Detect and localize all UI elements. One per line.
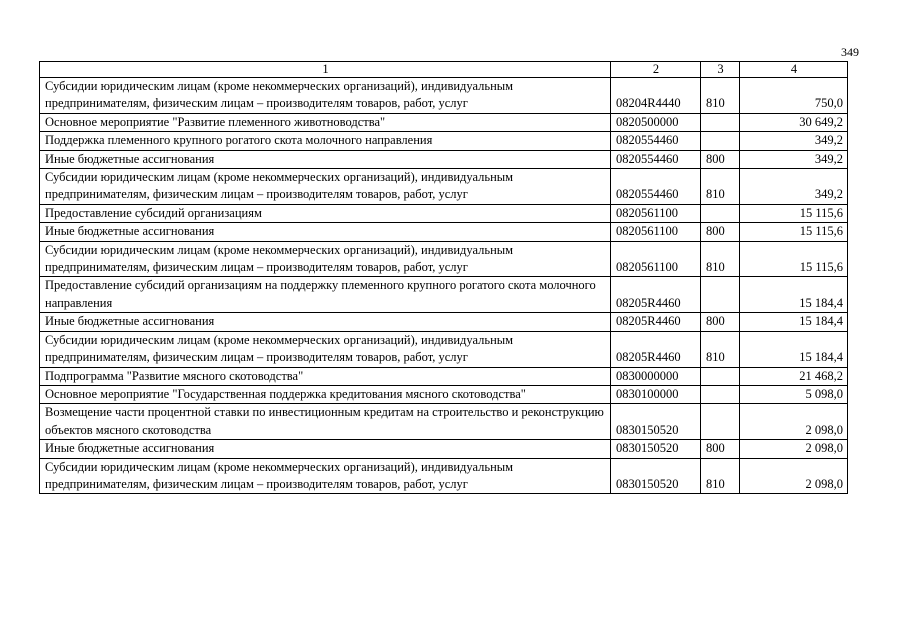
row-type-cell [701, 367, 740, 385]
row-sum-cell: 15 115,6 [740, 241, 848, 277]
row-type-cell [701, 404, 740, 440]
row-sum-cell: 15 115,6 [740, 204, 848, 222]
table-row [40, 367, 848, 385]
row-code-cell: 0830000000 [611, 367, 701, 385]
row-type-cell: 800 [701, 440, 740, 458]
row-code-cell: 0830150520 [611, 458, 701, 494]
row-type-cell: 800 [701, 150, 740, 168]
row-type-cell [701, 277, 740, 313]
row-name-cell: Возмещение части процентной ставки по инвестиционным кредитам на строительство и реконструкцию объектов мясного скотоводства [40, 404, 611, 440]
table-row [40, 277, 848, 313]
row-type-cell: 810 [701, 331, 740, 367]
table-row [40, 313, 848, 331]
header-row [40, 62, 848, 78]
row-type-cell [701, 204, 740, 222]
row-type-cell: 810 [701, 458, 740, 494]
row-code-cell: 08204R4440 [611, 78, 701, 114]
table-row [40, 132, 848, 150]
row-code-cell: 0820561100 [611, 204, 701, 222]
row-code-cell: 0830100000 [611, 385, 701, 403]
row-name-cell: Основное мероприятие "Государственная поддержка кредитования мясного скотоводства" [40, 385, 611, 403]
row-code-cell: 0820561100 [611, 241, 701, 277]
row-type-cell: 810 [701, 241, 740, 277]
row-code-cell: 0820554460 [611, 169, 701, 205]
row-name-cell: Предоставление субсидий организациям на поддержку племенного крупного рогатого скота молочного направления [40, 277, 611, 313]
row-code-cell: 0820554460 [611, 150, 701, 168]
row-code-cell: 08205R4460 [611, 313, 701, 331]
row-sum-cell: 349,2 [740, 132, 848, 150]
header-col-1: 1 [40, 62, 611, 78]
row-sum-cell: 2 098,0 [740, 458, 848, 494]
table-row [40, 204, 848, 222]
row-code-cell: 0830150520 [611, 440, 701, 458]
row-name-cell: Иные бюджетные ассигнования [40, 313, 611, 331]
table-body [40, 78, 848, 494]
row-code-cell: 08205R4460 [611, 331, 701, 367]
row-name-cell: Субсидии юридическим лицам (кроме некоммерческих организаций), индивидуальным предпринимателям, физическим лицам – производителям товаров, работ, услуг [40, 78, 611, 114]
row-name-cell: Поддержка племенного крупного рогатого скота молочного направления [40, 132, 611, 150]
table-row [40, 78, 848, 114]
row-name-cell: Основное мероприятие "Развитие племенного животноводства" [40, 113, 611, 131]
row-code-cell: 0830150520 [611, 404, 701, 440]
row-code-cell: 08205R4460 [611, 277, 701, 313]
budget-table [39, 61, 848, 494]
row-type-cell: 800 [701, 223, 740, 241]
row-sum-cell: 21 468,2 [740, 367, 848, 385]
row-code-cell: 0820561100 [611, 223, 701, 241]
table-row [40, 385, 848, 403]
row-sum-cell: 750,0 [740, 78, 848, 114]
table-row [40, 150, 848, 168]
row-sum-cell: 2 098,0 [740, 404, 848, 440]
header-col-3: 3 [701, 62, 740, 78]
row-type-cell [701, 385, 740, 403]
row-sum-cell: 15 184,4 [740, 313, 848, 331]
row-name-cell: Субсидии юридическим лицам (кроме некоммерческих организаций), индивидуальным предпринимателям, физическим лицам – производителям товаров, работ, услуг [40, 331, 611, 367]
page-number: 349 [841, 45, 859, 59]
row-name-cell: Иные бюджетные ассигнования [40, 440, 611, 458]
row-code-cell: 0820500000 [611, 113, 701, 131]
row-name-cell: Иные бюджетные ассигнования [40, 150, 611, 168]
header-col-2: 2 [611, 62, 701, 78]
header-col-4: 4 [740, 62, 848, 78]
row-type-cell [701, 113, 740, 131]
row-name-cell: Субсидии юридическим лицам (кроме некоммерческих организаций), индивидуальным предпринимателям, физическим лицам – производителям товаров, работ, услуг [40, 169, 611, 205]
row-sum-cell: 5 098,0 [740, 385, 848, 403]
table-row [40, 113, 848, 131]
row-name-cell: Подпрограмма "Развитие мясного скотоводства" [40, 367, 611, 385]
table-row [40, 223, 848, 241]
row-sum-cell: 30 649,2 [740, 113, 848, 131]
row-type-cell: 810 [701, 78, 740, 114]
table-row [40, 169, 848, 205]
row-sum-cell: 349,2 [740, 150, 848, 168]
table-row [40, 404, 848, 440]
table-row [40, 241, 848, 277]
table-row [40, 331, 848, 367]
row-type-cell: 800 [701, 313, 740, 331]
row-sum-cell: 349,2 [740, 169, 848, 205]
row-type-cell: 810 [701, 169, 740, 205]
row-sum-cell: 15 184,4 [740, 277, 848, 313]
row-name-cell: Иные бюджетные ассигнования [40, 223, 611, 241]
table-row [40, 440, 848, 458]
row-sum-cell: 2 098,0 [740, 440, 848, 458]
row-sum-cell: 15 115,6 [740, 223, 848, 241]
row-name-cell: Субсидии юридическим лицам (кроме некоммерческих организаций), индивидуальным предпринимателям, физическим лицам – производителям товаров, работ, услуг [40, 458, 611, 494]
row-name-cell: Субсидии юридическим лицам (кроме некоммерческих организаций), индивидуальным предпринимателям, физическим лицам – производителям товаров, работ, услуг [40, 241, 611, 277]
row-type-cell [701, 132, 740, 150]
row-code-cell: 0820554460 [611, 132, 701, 150]
row-sum-cell: 15 184,4 [740, 331, 848, 367]
table-row [40, 458, 848, 494]
row-name-cell: Предоставление субсидий организациям [40, 204, 611, 222]
